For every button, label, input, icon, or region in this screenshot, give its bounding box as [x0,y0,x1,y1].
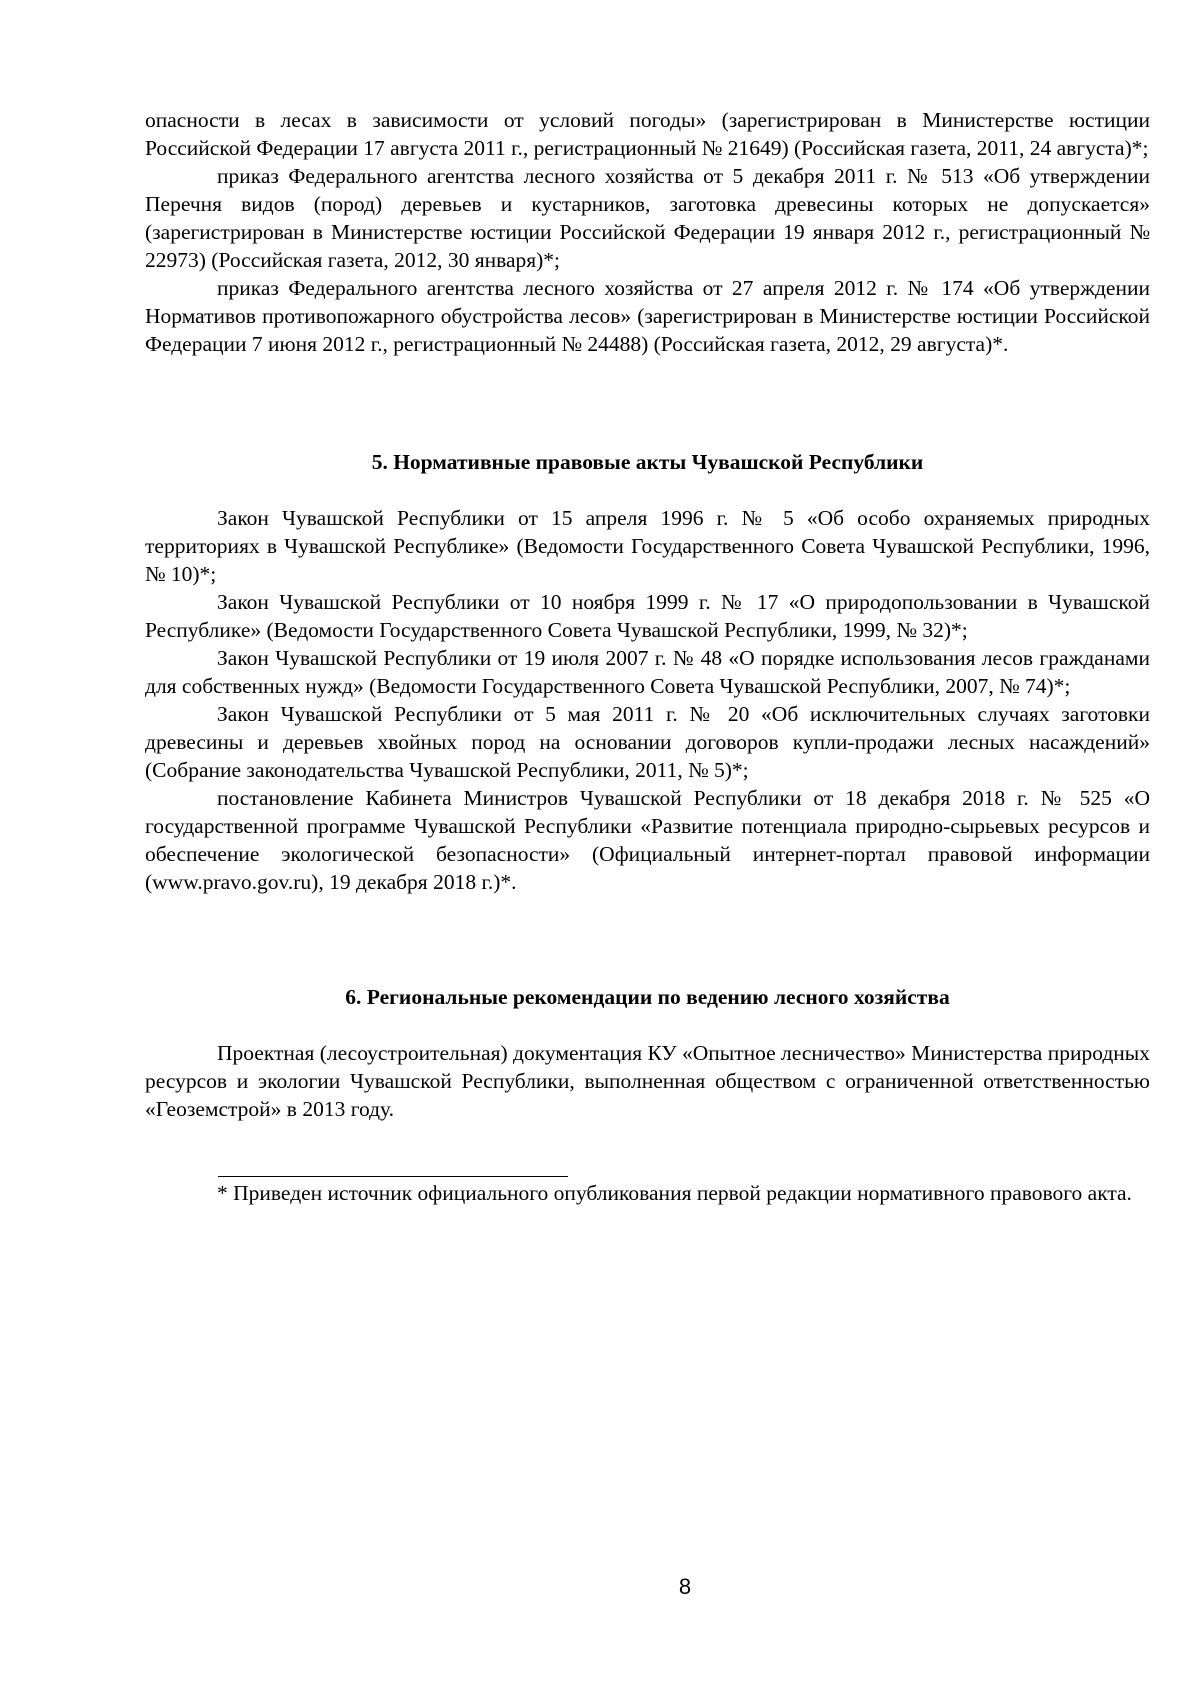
footnote: * Приведен источник официального опубликования первой редакции нормативного правового акта. [217,1181,1132,1205]
section-6-heading: 6. Региональные рекомендации по ведению лесного хозяйства [345,985,950,1009]
section-6-body [145,1039,1150,1123]
section-5-body [145,504,1150,896]
paragraph: приказ Федерального агентства лесного хозяйства от 5 декабря 2011 г. № 513 «Об утверждении Перечня видов (пород) деревьев и кустарников, заготовка древесины которых не допускается» (зарегистрирован в Министерстве юстиции Российской Федерации 19 января 2012 г., регистрационный № 22973) (Российская газета, 2012, 30 января)*; [145,164,1150,272]
paragraph: Закон Чувашской Республики от 15 апреля 1996 г. № 5 «Об особо охраняемых природных территориях в Чувашской Республике» (Ведомости Государственного Совета Чувашской Республики, 1996, № 10)*; [145,506,1150,586]
section-4-continuation [145,106,1150,358]
section-5-heading: 5. Нормативные правовые акты Чувашской Республики [371,450,924,474]
paragraph: приказ Федерального агентства лесного хозяйства от 27 апреля 2012 г. № 174 «Об утверждении Нормативов противопожарного обустройства лесов» (зарегистрирован в Министерстве юстиции Российской Федерации 7 июня 2012 г., регистрационный № 24488) (Российская газета, 2012, 29 августа)*. [145,276,1150,356]
paragraph: опасности в лесах в зависимости от условий погоды» (зарегистрирован в Министерстве юстиции Российской Федерации 17 августа 2011 г., регистрационный № 21649) (Российская газета, 2011, 24 августа)*; [145,108,1150,160]
page-number: 8 [678,1574,692,1599]
paragraph: Закон Чувашской Республики от 5 мая 2011 г. № 20 «Об исключительных случаях заготовки древесины и деревьев хвойных пород на основании договоров купли-продажи лесных насаждений» (Собрание законодательства Чувашской Республики, 2011, № 5)*; [145,702,1150,782]
paragraph: постановление Кабинета Министров Чувашской Республики от 18 декабря 2018 г. № 525 «О государственной программе Чувашской Республики «Развитие потенциала природно-сырьевых ресурсов и обеспечение экологической безопасности» (Официальный интернет-портал правовой информации (www.pravo.gov.ru), 19 декабря 2018 г.)*. [145,786,1150,894]
footnote-separator [218,1176,568,1177]
paragraph: Проектная (лесоустроительная) документация КУ «Опытное лесничество» Министерства природных ресурсов и экологии Чувашской Республики, выполненная обществом с ограниченной ответственностью «Геоземстрой» в 2013 году. [145,1041,1150,1121]
paragraph: Закон Чувашской Республики от 10 ноября 1999 г. № 17 «О природопользовании в Чувашской Республике» (Ведомости Государственного Совета Чувашской Республики, 1999, № 32)*; [145,590,1150,642]
paragraph: Закон Чувашской Республики от 19 июля 2007 г. № 48 «О порядке использования лесов гражданами для собственных нужд» (Ведомости Государственного Совета Чувашской Республики, 2007, № 74)*; [145,646,1150,698]
